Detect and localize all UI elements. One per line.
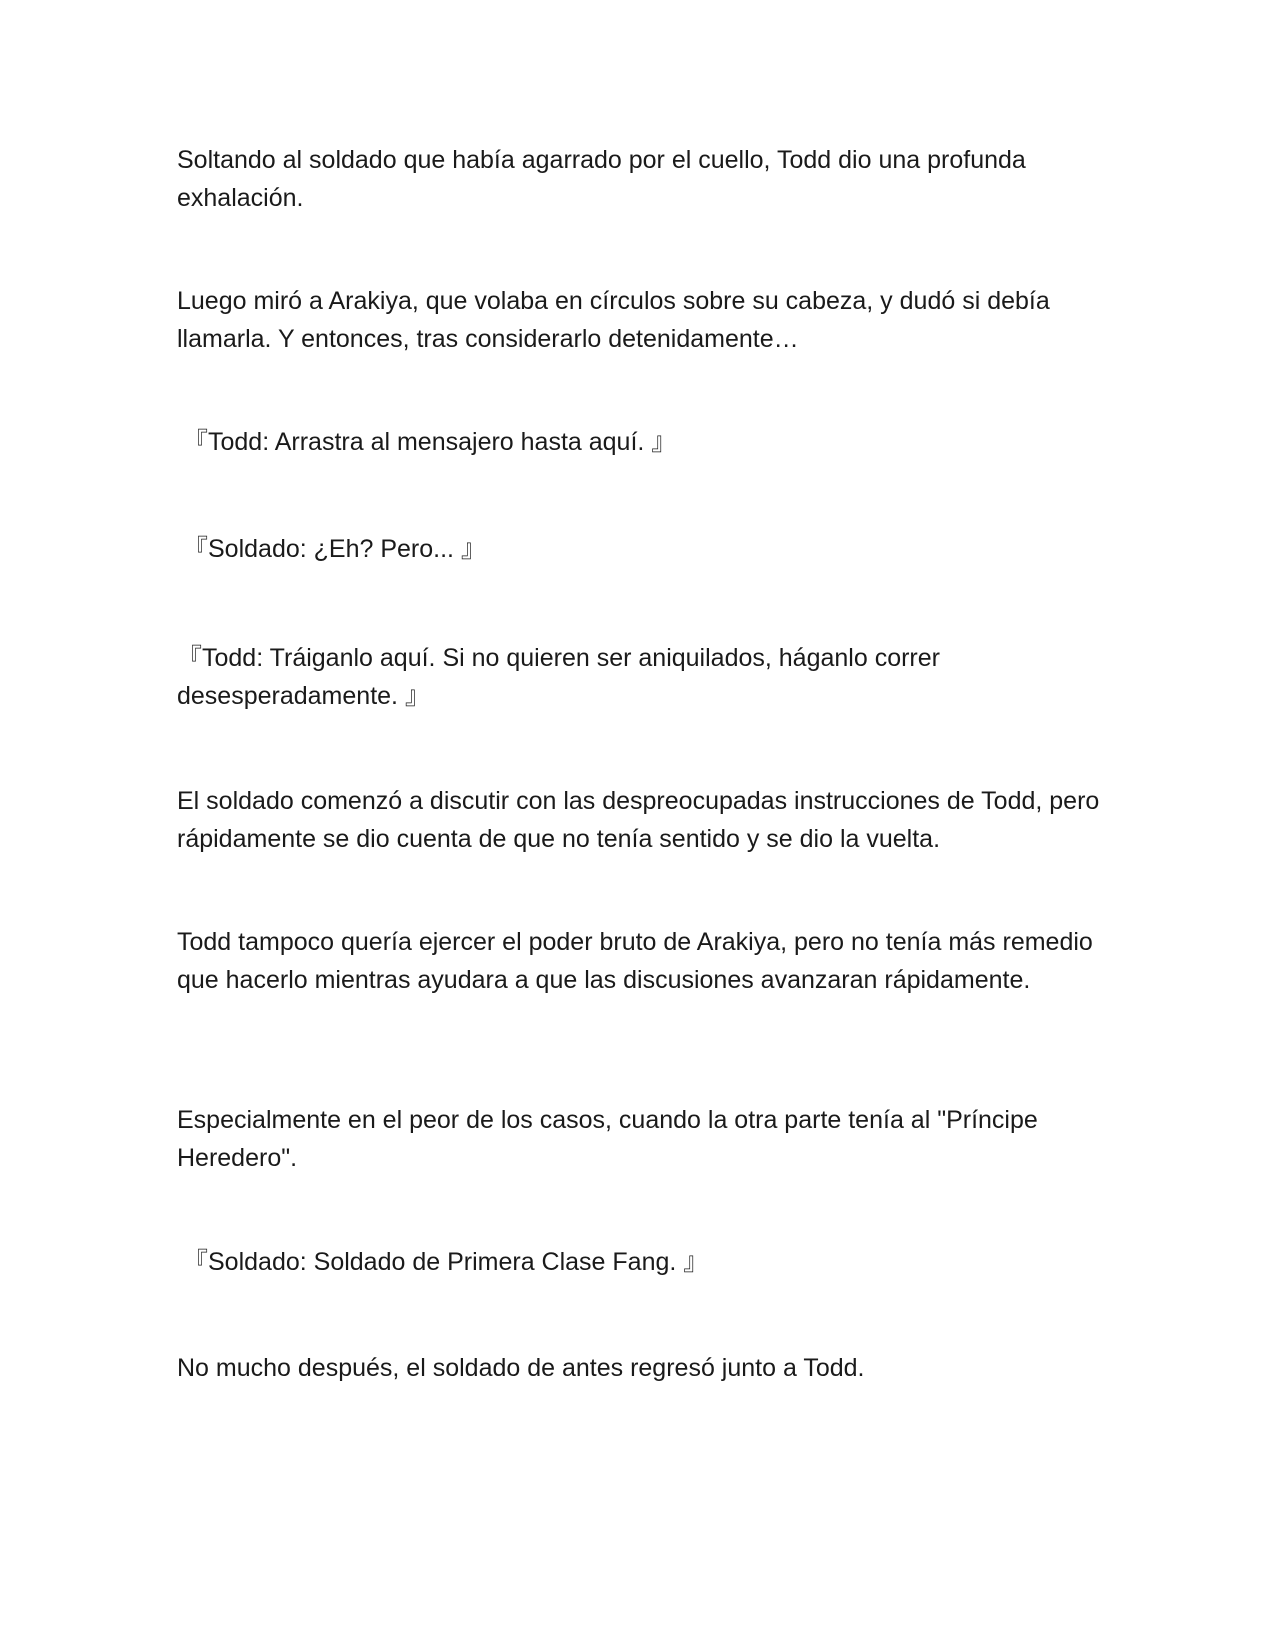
dialogue-soldier-fang: 『Soldado: Soldado de Primera Clase Fang. 』	[183, 1248, 709, 1276]
dialogue-todd-messenger: 『Todd: Arrastra al mensajero hasta aquí. 』	[183, 428, 677, 456]
dialogue-soldier-but: 『Soldado: ¿Eh? Pero... 』	[183, 535, 486, 563]
paragraph-worst-case: Especialmente en el peor de los casos, cuando la otra parte tenía al "Príncipe Heredero".	[177, 1106, 1045, 1172]
dialogue-todd-bring-here: 『Todd: Tráiganlo aquí. Si no quieren ser aniquilados, háganlo correr desesperadamente. 』	[177, 644, 947, 710]
paragraph-brute-power: Todd tampoco quería ejercer el poder bruto de Arakiya, pero no tenía más remedio que hacerlo mientras ayudara a que las discusiones avanzaran rápidamente.	[177, 928, 1100, 994]
paragraph-soldier-argue: El soldado comenzó a discutir con las despreocupadas instrucciones de Todd, pero rápidamente se dio cuenta de que no tenía sentido y se dio la vuelta.	[177, 787, 1107, 853]
paragraph-release-soldier: Soltando al soldado que había agarrado por el cuello, Todd dio una profunda exhalación.	[177, 146, 1033, 212]
paragraph-soldier-returned: No mucho después, el soldado de antes regresó junto a Todd.	[177, 1354, 865, 1382]
paragraph-look-arakiya: Luego miró a Arakiya, que volaba en círculos sobre su cabeza, y dudó si debía llamarla. Y entonces, tras considerarlo detenidamente…	[177, 287, 1057, 353]
